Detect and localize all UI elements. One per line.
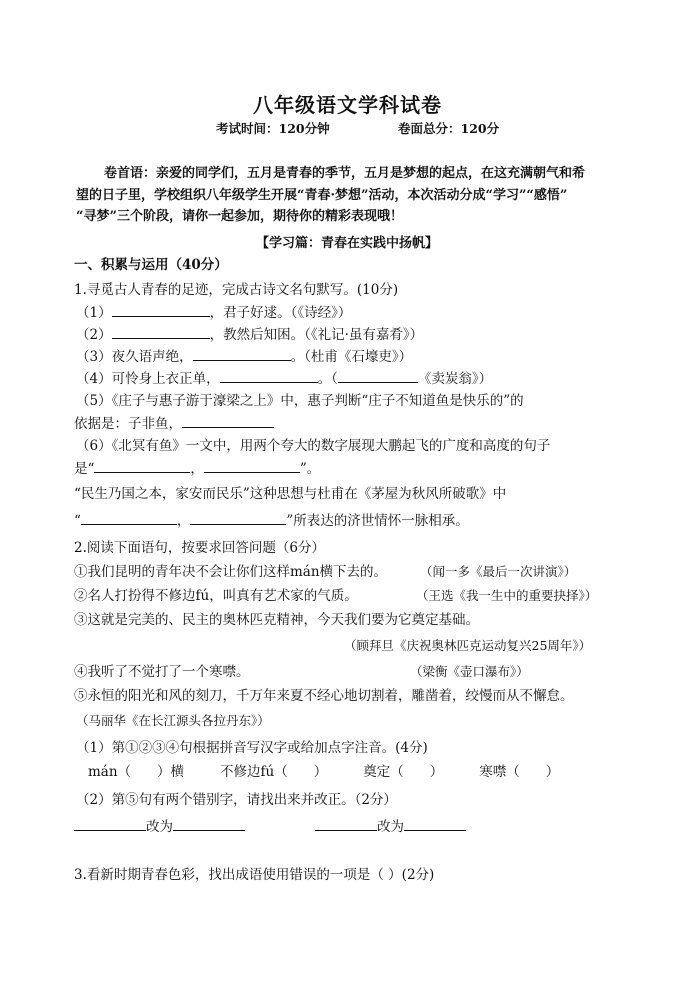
answer-blank[interactable] — [94, 458, 190, 473]
q1-stem: 1.寻觅古人青春的足迹，完成古诗文名句默写。(10分) — [74, 282, 399, 298]
intro-line-3: “寻梦”三个阶段，请你一起参加，期待你的精彩表现哦！ — [76, 209, 403, 224]
answer-blank[interactable] — [404, 816, 466, 831]
answer-blank[interactable] — [193, 346, 291, 361]
answer-blank[interactable] — [190, 510, 286, 525]
answer-blank[interactable] — [220, 368, 318, 383]
answer-blank[interactable] — [112, 302, 210, 317]
q2-sentence-3: ③这就是完美的、民主的奥林匹克精神，今天我们要为它奠定基础。 — [74, 612, 479, 628]
exam-title: 八年级语文学科试卷 — [253, 93, 442, 117]
word-man-end: ）横 — [157, 764, 185, 780]
q2-sentence-2: ②名人打扮得不修边fú，叫真有艺术家的气质。 — [74, 588, 358, 604]
q2-sentence-5: ⑤永恒的阳光和风的刻刀，千万年来夏不经心地切割着，雕凿着，绞慢而从不懈怠。 — [74, 688, 574, 704]
q1-item-2 — [76, 324, 423, 345]
q1-item-6-line-1: （6）《北冥有鱼》一文中，用两个夸大的数字展现大鹏起飞的广度和高度的句子 — [76, 438, 551, 454]
q1-item-6-open: 是“ — [74, 461, 95, 477]
word-fu-end: ） — [313, 764, 328, 780]
q1-item-2-num: （2） — [76, 327, 112, 343]
q1-item-5-prefix: 依据是：子非鱼， — [74, 416, 182, 432]
answer-blank[interactable] — [173, 816, 245, 831]
intro-line-2: 望的日子里，学校组织八年级学生开展“青春·梦想”活动，本次活动分成“学习”“感悟” — [76, 188, 568, 203]
q1-item-5-line-2 — [74, 413, 274, 434]
part-one-heading: 一、积累与运用（40分） — [74, 257, 228, 273]
q1-item-2-text: ，教然后知困。（《礼记·虽有嘉肴》） — [209, 327, 424, 343]
word-jin-end: ） — [545, 764, 560, 780]
q1-item-1 — [76, 302, 351, 323]
answer-blank[interactable] — [74, 816, 146, 831]
q1-item-4 — [76, 368, 492, 389]
q2-sentence-4: ④我听了不觉打了一个寒噤。 — [74, 664, 250, 680]
q1-item-3 — [76, 346, 412, 367]
word-dian-end: ） — [429, 764, 444, 780]
q1-item-4-mid: 。（ — [317, 371, 338, 387]
change-label-1: 改为 — [146, 819, 173, 835]
q2-part-1: （1）第①②③④句根据拼音写汉字或给加点字注音。(4分) — [76, 740, 428, 756]
q2-sentence-5-source: （马丽华《在长江源头各拉丹东》） — [76, 713, 270, 728]
word-jin: 寒噤（ — [479, 764, 520, 780]
change-label-2: 改为 — [377, 819, 404, 835]
q1-item-4-prefix: （4）可怜身上衣正单， — [76, 371, 220, 387]
q2-sentence-1-source: （闻一多《最后一次讲演》） — [420, 564, 577, 579]
q1-item-6-close: ”。 — [299, 461, 321, 477]
q1-item-5-line-1: （5）《庄子与惠子游于濠梁之上》中，惠子判断“庄子不知道鱼是快乐的”的 — [76, 393, 524, 409]
q2-sentence-3-source: （顾拜旦《庆祝奥林匹克运动复兴25周年》） — [344, 638, 592, 653]
word-dian: 奠定（ — [363, 764, 404, 780]
q2-sentence-4-source: （梁衡《壶口瀑布》） — [410, 664, 529, 679]
q1-item-7-line-1: “民生乃国之本，家安而民乐”这种思想与杜甫在《茅屋为秋风所破歌》中 — [74, 486, 507, 502]
q2-part-2-answers — [74, 816, 466, 837]
q1-item-3-suffix: 。（杜甫《石壕吏》） — [290, 349, 413, 365]
answer-blank[interactable] — [204, 458, 300, 473]
chapter-heading: 【学习篇：青春在实践中扬帆】 — [256, 236, 439, 251]
q1-item-1-num: （1） — [76, 305, 112, 321]
q1-item-7-comma: ， — [176, 513, 191, 529]
q1-item-7-close: ”所表达的济世情怀一脉相承。 — [286, 513, 469, 529]
word-man: mán（ — [88, 764, 132, 780]
answer-blank[interactable] — [182, 413, 274, 428]
answer-blank[interactable] — [81, 510, 177, 525]
q1-item-6-line-2 — [74, 458, 320, 479]
answer-blank[interactable] — [338, 368, 418, 383]
q1-item-1-text: ，君子好逑。（《诗经》） — [209, 305, 352, 321]
q2-sentence-1: ①我们昆明的青年决不会让你们这样mán横下去的。 — [74, 564, 388, 580]
q2-part-2: （2）第⑤句有两个错别字，请找出来并改正。（2分） — [76, 792, 397, 808]
answer-blank[interactable] — [112, 324, 210, 339]
answer-blank[interactable] — [315, 816, 377, 831]
word-fu: 不修边fú（ — [220, 764, 288, 780]
q2-sentence-2-source: （王选《我一生中的重要抉择》） — [416, 588, 598, 603]
total-score: 卷面总分：120分 — [398, 121, 500, 136]
q2-stem: 2.阅读下面语句，按要求回答问题（6分） — [74, 540, 325, 556]
exam-time: 考试时间：120分钟 — [216, 121, 330, 136]
q1-item-4-suffix: 《卖炭翁》） — [417, 371, 493, 387]
intro-line-1: 卷首语：亲爱的同学们，五月是青春的季节，五月是梦想的起点，在这充满朝气和希 — [104, 166, 586, 181]
q3-stem: 3.看新时期青春色彩，找出成语使用错误的一项是（ ）(2分) — [74, 867, 435, 883]
q1-item-6-comma: ， — [190, 461, 204, 477]
q1-item-7-line-2 — [74, 510, 469, 531]
q2-part-1-words — [88, 762, 559, 782]
q1-item-3-prefix: （3）夜久语声绝， — [76, 349, 193, 365]
q1-item-7-open: “ — [74, 513, 81, 529]
